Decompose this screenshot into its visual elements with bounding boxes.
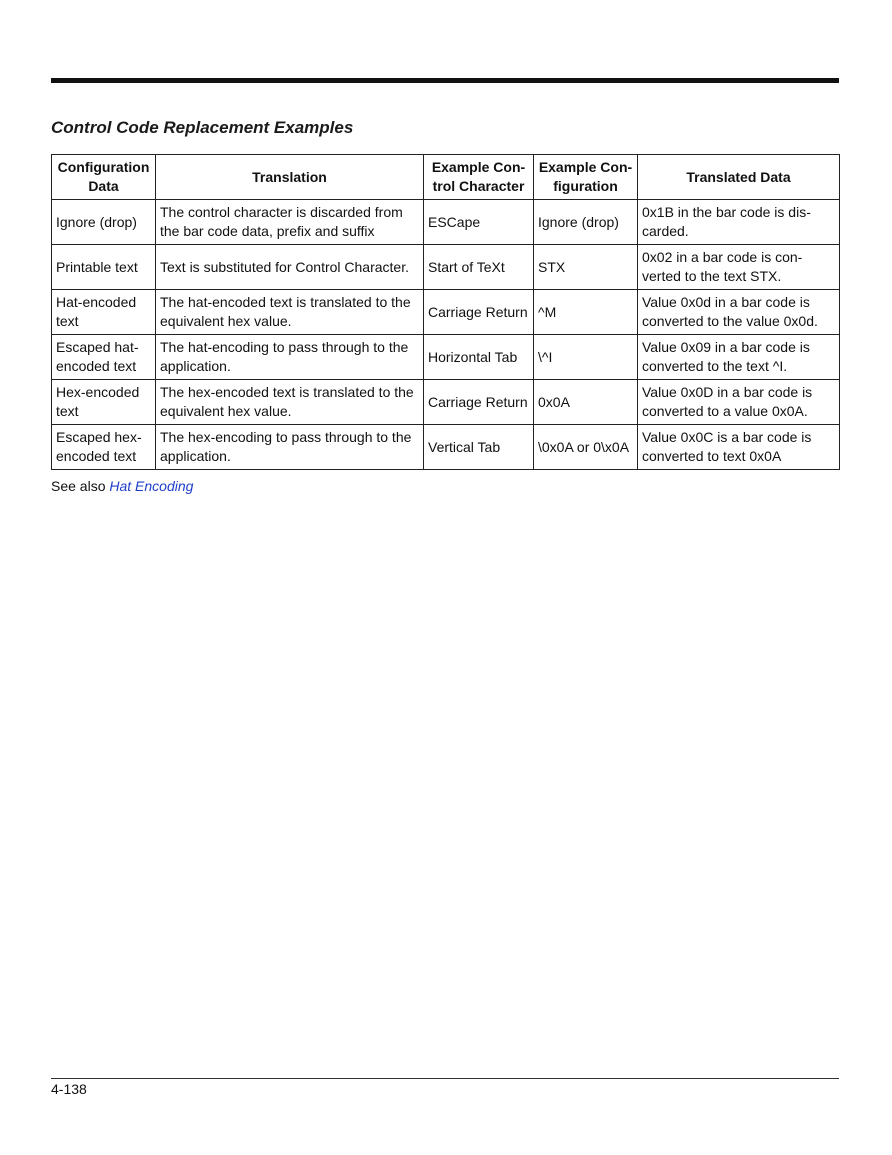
cell-translation: The hat-encoding to pass through to the application. xyxy=(156,335,424,380)
header-example-control-character: Example Con-trol Character xyxy=(424,155,534,200)
cell-example-configuration: ^M xyxy=(534,290,638,335)
cell-translated-data: 0x1B in the bar code is dis-carded. xyxy=(638,200,840,245)
footer-rule xyxy=(51,1078,839,1079)
cell-configuration-data: Escaped hat-encoded text xyxy=(52,335,156,380)
cell-example-control-character: Vertical Tab xyxy=(424,425,534,470)
table-row xyxy=(52,380,840,425)
control-code-table xyxy=(51,154,840,470)
header-rule xyxy=(51,78,839,83)
table-row xyxy=(52,245,840,290)
cell-translated-data: Value 0x0d in a bar code is converted to the value 0x0d. xyxy=(638,290,840,335)
see-also-note xyxy=(51,477,193,495)
page-number: 4-138 xyxy=(51,1081,87,1097)
cell-translated-data: Value 0x09 in a bar code is converted to the text ^I. xyxy=(638,335,840,380)
hat-encoding-link[interactable]: Hat Encoding xyxy=(109,478,194,494)
header-example-configuration: Example Con-figuration xyxy=(534,155,638,200)
cell-configuration-data: Escaped hex-encoded text xyxy=(52,425,156,470)
cell-configuration-data: Ignore (drop) xyxy=(52,200,156,245)
cell-example-control-character: ESCape xyxy=(424,200,534,245)
cell-example-control-character: Carriage Return xyxy=(424,380,534,425)
table-row xyxy=(52,425,840,470)
cell-example-configuration: STX xyxy=(534,245,638,290)
header-translation: Translation xyxy=(156,155,424,200)
cell-configuration-data: Hat-encoded text xyxy=(52,290,156,335)
header-translated-data: Translated Data xyxy=(638,155,840,200)
cell-translation: Text is substituted for Control Character. xyxy=(156,245,424,290)
cell-translation: The hex-encoded text is translated to the equivalent hex value. xyxy=(156,380,424,425)
cell-translation: The control character is discarded from the bar code data, prefix and suffix xyxy=(156,200,424,245)
table-row xyxy=(52,200,840,245)
cell-example-control-character: Start of TeXt xyxy=(424,245,534,290)
cell-translation: The hat-encoded text is translated to the equivalent hex value. xyxy=(156,290,424,335)
see-also-prefix: See also xyxy=(51,478,110,494)
cell-translated-data: Value 0x0C is a bar code is converted to text 0x0A xyxy=(638,425,840,470)
cell-example-configuration: \0x0A or 0\x0A xyxy=(534,425,638,470)
table-row xyxy=(52,335,840,380)
cell-translated-data: 0x02 in a bar code is con-verted to the text STX. xyxy=(638,245,840,290)
section-title: Control Code Replacement Examples xyxy=(51,118,354,137)
cell-translation: The hex-encoding to pass through to the application. xyxy=(156,425,424,470)
cell-example-control-character: Horizontal Tab xyxy=(424,335,534,380)
cell-translated-data: Value 0x0D in a bar code is converted to a value 0x0A. xyxy=(638,380,840,425)
table-header-row xyxy=(52,155,840,200)
cell-example-control-character: Carriage Return xyxy=(424,290,534,335)
cell-example-configuration: 0x0A xyxy=(534,380,638,425)
header-configuration-data: Configuration Data xyxy=(52,155,156,200)
cell-example-configuration: Ignore (drop) xyxy=(534,200,638,245)
cell-configuration-data: Hex-encoded text xyxy=(52,380,156,425)
cell-configuration-data: Printable text xyxy=(52,245,156,290)
cell-example-configuration: \^I xyxy=(534,335,638,380)
table-row xyxy=(52,290,840,335)
